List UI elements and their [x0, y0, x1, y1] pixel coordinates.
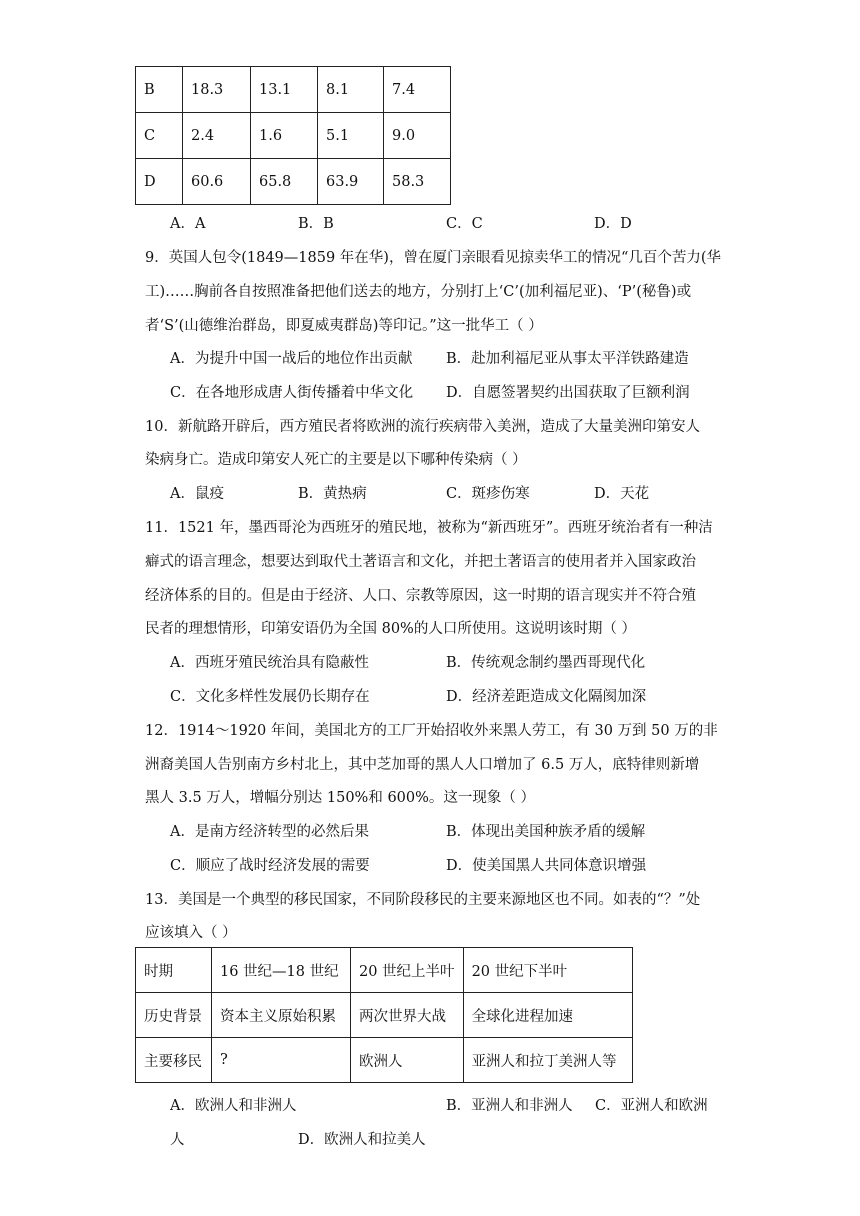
q11-stem-line: 癖式的语言理念，想要达到取代土著语言和文化，并把土著语言的使用者并入国家政治 [145, 554, 696, 570]
table-row [136, 159, 451, 205]
table-cell: 20 世纪上半叶 [351, 948, 464, 993]
q8-option-a[interactable]: A．A [170, 216, 206, 232]
table-cell: 亚洲人和拉丁美洲人等 [463, 1038, 632, 1083]
data-table-q8 [135, 66, 451, 205]
q10-option-b[interactable]: B．黄热病 [298, 486, 367, 502]
table-cell: 欧洲人 [351, 1038, 464, 1083]
table-cell: 65.8 [251, 159, 318, 205]
q8-option-c[interactable]: C．C [446, 216, 483, 232]
table-cell: 全球化进程加速 [463, 993, 632, 1038]
table-row [136, 113, 451, 159]
table-cell: 63.9 [318, 159, 384, 205]
q13-option-b[interactable]: B．亚洲人和非洲人 [446, 1098, 573, 1114]
data-table-q13 [135, 947, 633, 1083]
q11-stem-line: 民者的理想情形，印第安语仍为全国 80%的人口所使用。这说明该时期（ ） [145, 621, 636, 637]
q13-option-d[interactable]: D．欧洲人和拉美人 [298, 1132, 426, 1148]
q11-stem-line: 经济体系的目的。但是由于经济、人口、宗教等原因，这一时期的语言现实并不符合殖 [145, 588, 696, 604]
table-cell: 13.1 [251, 67, 318, 113]
table-cell: 资本主义原始积累 [212, 993, 351, 1038]
q10-option-c[interactable]: C．斑疹伤寒 [446, 486, 530, 502]
table-cell: 1.6 [251, 113, 318, 159]
q9-option-d[interactable]: D．自愿签署契约出国获取了巨额利润 [446, 385, 690, 401]
table-cell: C [136, 113, 183, 159]
q10-option-a[interactable]: A．鼠疫 [170, 486, 224, 502]
table-cell: ? [212, 1038, 351, 1083]
q12-option-a[interactable]: A．是南方经济转型的必然后果 [170, 824, 369, 840]
q9-stem-line: 工)……胸前各自按照准备把他们送去的地方，分别打上‘C’(加利福尼亚)、‘P’(秘鲁)或 [145, 284, 692, 300]
q9-stem-line: 者‘S’(山德维治群岛，即夏威夷群岛)等印记。”这一批华工（ ） [145, 318, 543, 334]
table-cell: 8.1 [318, 67, 384, 113]
table-cell: D [136, 159, 183, 205]
table-cell: 2.4 [183, 113, 251, 159]
q10-option-d[interactable]: D．天花 [594, 486, 650, 502]
q12-stem-line: 黑人 3.5 万人，增幅分别达 150%和 600%。这一现象（ ） [145, 790, 536, 806]
q9-option-b[interactable]: B．赴加利福尼亚从事太平洋铁路建造 [446, 351, 689, 367]
q11-option-d[interactable]: D．经济差距造成文化隔阂加深 [446, 689, 647, 705]
q11-stem-line: 11．1521 年，墨西哥沦为西班牙的殖民地，被称为“新西班牙”。西班牙统治者有一种洁 [145, 520, 713, 536]
table-cell: 20 世纪下半叶 [463, 948, 632, 993]
q9-stem-line: 9．英国人包令(1849—1859 年在华)，曾在厦门亲眼看见掠卖华工的情况“几百个苦力(华 [145, 250, 722, 266]
q13-stem-line: 13．美国是一个典型的移民国家，不同阶段移民的主要来源地区也不同。如表的“？”处 [145, 892, 701, 908]
table-cell: B [136, 67, 183, 113]
q11-option-b[interactable]: B．传统观念制约墨西哥现代化 [446, 655, 646, 671]
table-row [136, 67, 451, 113]
table-cell: 5.1 [318, 113, 384, 159]
q9-option-c[interactable]: C．在各地形成唐人街传播着中华文化 [170, 385, 414, 401]
q12-option-c[interactable]: C．顺应了战时经济发展的需要 [170, 858, 370, 874]
q13-option-a[interactable]: A．欧洲人和非洲人 [170, 1098, 297, 1114]
table-cell: 58.3 [384, 159, 451, 205]
table-cell: 9.0 [384, 113, 451, 159]
q13-option-c-wrap: 人 [170, 1132, 185, 1148]
q10-stem-line: 染病身亡。造成印第安人死亡的主要是以下哪种传染病（ ） [145, 452, 527, 468]
table-cell: 18.3 [183, 67, 251, 113]
q12-stem-line: 12．1914～1920 年间，美国北方的工厂开始招收外来黑人劳工，有 30 万到 50 万的非 [145, 723, 718, 739]
q13-stem-line: 应该填入（ ） [145, 925, 237, 941]
q11-option-a[interactable]: A．西班牙殖民统治具有隐蔽性 [170, 655, 369, 671]
table-cell: 16 世纪—18 世纪 [212, 948, 351, 993]
q8-option-b[interactable]: B．B [298, 216, 334, 232]
q12-option-d[interactable]: D．使美国黑人共同体意识增强 [446, 858, 647, 874]
table-cell: 两次世界大战 [351, 993, 464, 1038]
q10-stem-line: 10．新航路开辟后，西方殖民者将欧洲的流行疾病带入美洲，造成了大量美洲印第安人 [145, 419, 700, 435]
table-row [136, 948, 633, 993]
table-cell: 7.4 [384, 67, 451, 113]
table-cell: 历史背景 [136, 993, 212, 1038]
q9-option-a[interactable]: A．为提升中国一战后的地位作出贡献 [170, 351, 413, 367]
table-cell: 时期 [136, 948, 212, 993]
table-cell: 主要移民 [136, 1038, 212, 1083]
table-cell: 60.6 [183, 159, 251, 205]
table-row [136, 993, 633, 1038]
q11-option-c[interactable]: C．文化多样性发展仍长期存在 [170, 689, 370, 705]
q12-stem-line: 洲裔美国人告别南方乡村北上，其中芝加哥的黑人人口增加了 6.5 万人，底特律则新增 [145, 757, 700, 773]
q13-option-c[interactable]: C．亚洲人和欧洲 [595, 1098, 708, 1114]
table-row [136, 1038, 633, 1083]
q12-option-b[interactable]: B．体现出美国种族矛盾的缓解 [446, 824, 646, 840]
q8-option-d[interactable]: D．D [594, 216, 632, 232]
